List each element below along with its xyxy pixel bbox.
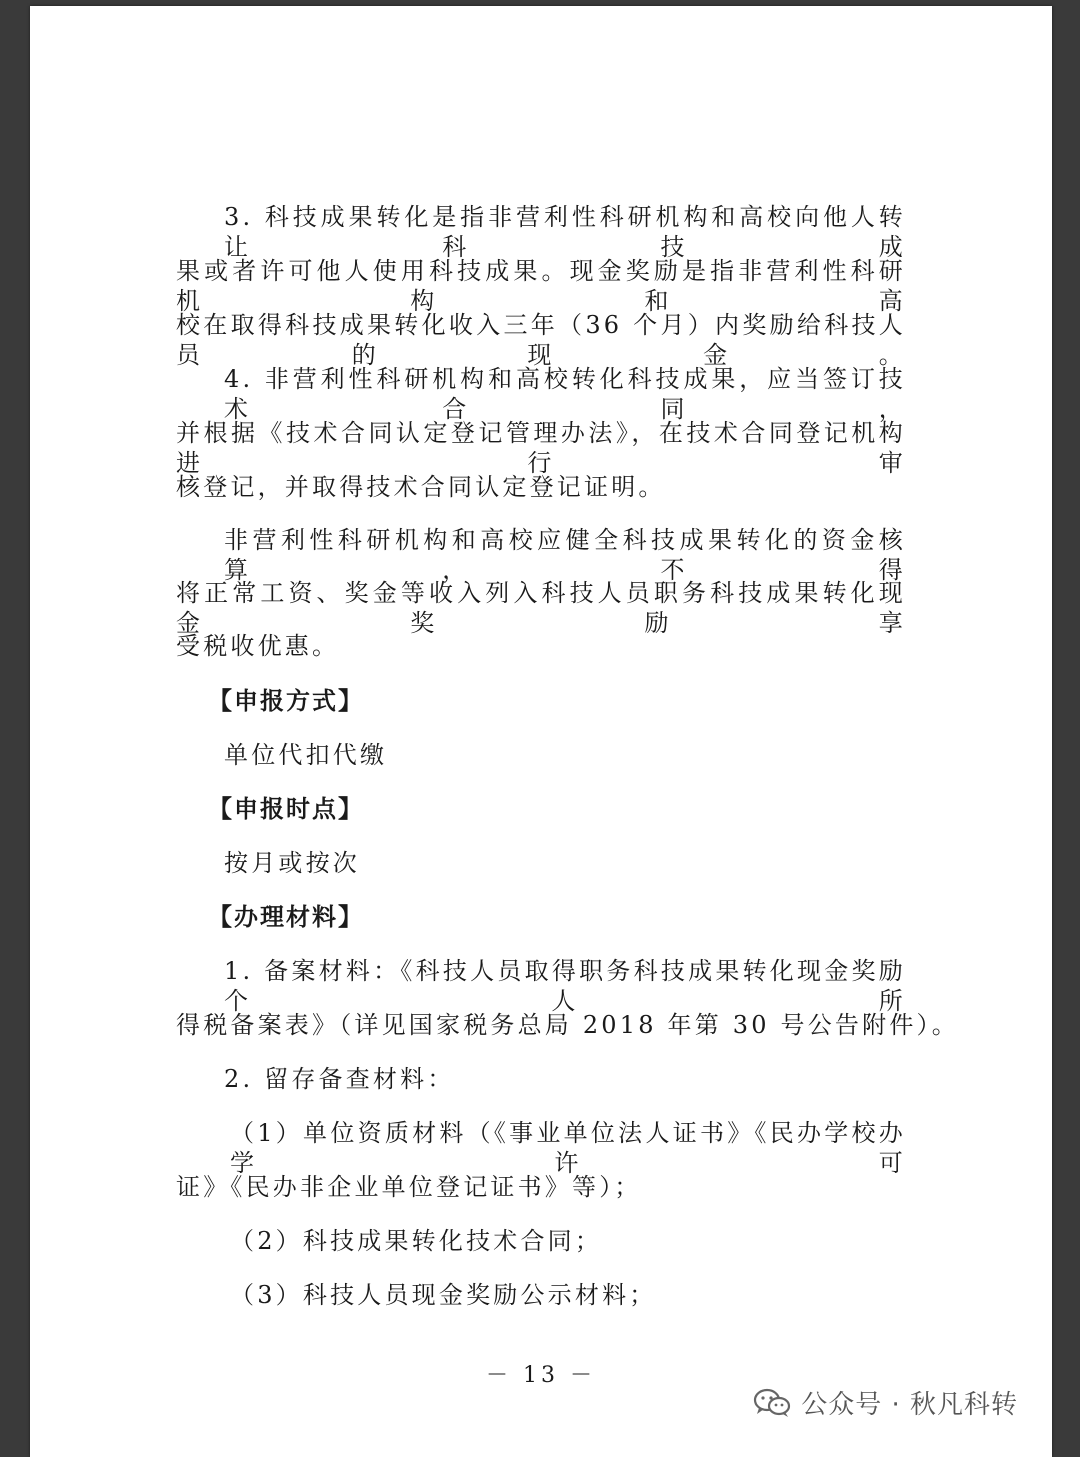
paragraph-line: 4. 非营利性科研机构和高校转化科技成果，应当签订技术合同， xyxy=(224,365,906,423)
page-number: － 13 － xyxy=(486,1363,596,1388)
paragraph-line: 校在取得科技成果转化收入三年（36 个月）内奖励给科技人员的现金。 xyxy=(176,311,906,369)
section-heading-filing-method: 【申报方式】 xyxy=(208,687,364,715)
paragraph-line: 将正常工资、奖金等收入列入科技人员职务科技成果转化现金奖励享 xyxy=(176,579,906,637)
wechat-icon xyxy=(753,1388,791,1418)
paragraph-line: （1）单位资质材料（《事业单位法人证书》《民办学校办学许可 xyxy=(230,1119,906,1177)
paragraph-line: 证》《民办非企业单位登记证书》等）； xyxy=(176,1173,642,1201)
paragraph-line: 2. 留存备查材料： xyxy=(224,1065,455,1093)
watermark xyxy=(753,1384,1018,1421)
paragraph-line: 按月或按次 xyxy=(224,849,360,877)
document-page xyxy=(30,6,1052,1457)
paragraph-line: （2）科技成果转化技术合同； xyxy=(230,1227,603,1255)
paragraph-line: 1. 备案材料：《科技人员取得职务科技成果转化现金奖励个人所 xyxy=(224,957,906,1015)
paragraph-line: 单位代扣代缴 xyxy=(224,741,388,769)
paragraph-line: 受税收优惠。 xyxy=(176,632,340,660)
paragraph-line: 果或者许可他人使用科技成果。现金奖励是指非营利性科研机构和高 xyxy=(176,257,906,315)
section-heading-filing-time: 【申报时点】 xyxy=(208,795,364,823)
paragraph-line: 核登记，并取得技术合同认定登记证明。 xyxy=(176,473,666,501)
section-heading-materials: 【办理材料】 xyxy=(208,903,364,931)
watermark-text: 公众号 · 秋凡科转 xyxy=(801,1390,1018,1420)
paragraph-line: 并根据《技术合同认定登记管理办法》，在技术合同登记机构进行审 xyxy=(176,419,906,477)
paragraph-line: （3）科技人员现金奖励公示材料； xyxy=(230,1281,657,1309)
paragraph-line: 3. 科技成果转化是指非营利性科研机构和高校向他人转让科技成 xyxy=(224,203,906,261)
paragraph-line: 得税备案表》（详见国家税务总局 2018 年第 30 号公告附件）。 xyxy=(176,1011,959,1039)
paragraph-line: 非营利性科研机构和高校应健全科技成果转化的资金核算，不得 xyxy=(224,526,906,584)
